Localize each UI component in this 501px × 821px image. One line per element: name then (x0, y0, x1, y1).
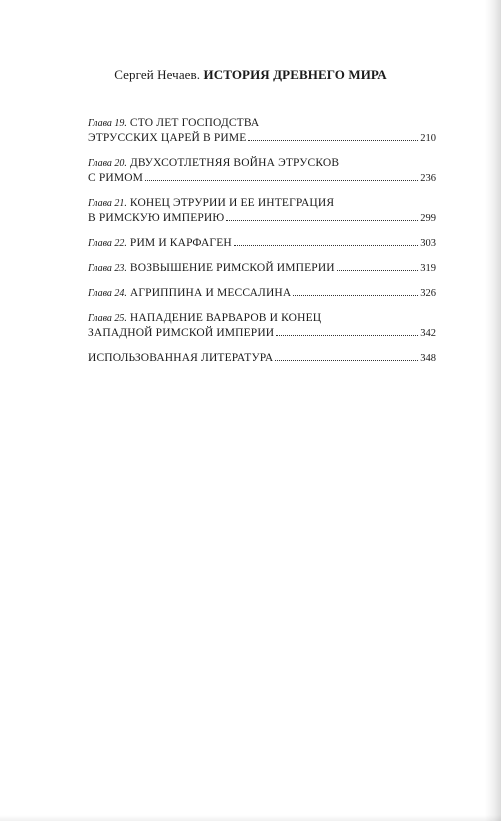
toc-chapter-label: Глава 24. (88, 288, 127, 299)
toc-entry-title-cont: ЭТРУССКИХ ЦАРЕЙ В РИМЕ (88, 132, 247, 144)
dot-leader (275, 360, 418, 361)
toc-entry-line (88, 116, 436, 131)
running-header (0, 67, 501, 83)
page-edge-shadow (485, 0, 501, 821)
toc-entry-24[interactable] (88, 286, 436, 301)
toc-entry-line (88, 156, 436, 171)
toc-entry-title: НАПАДЕНИЕ ВАРВАРОВ И КОНЕЦ (129, 312, 322, 324)
toc-entry-19[interactable] (88, 116, 436, 146)
toc-entry-line (88, 311, 436, 326)
header-book-title: ИСТОРИЯ ДРЕВНЕГО МИРА (203, 67, 387, 82)
toc-entry-bibliography[interactable] (88, 351, 436, 366)
toc-chapter-label: Глава 19. (88, 118, 127, 129)
table-of-contents (88, 116, 436, 376)
toc-chapter-label: Глава 25. (88, 313, 127, 324)
toc-entry-title: СТО ЛЕТ ГОСПОДСТВА (129, 117, 260, 129)
toc-entry-line (88, 211, 436, 226)
dot-leader (276, 335, 418, 336)
toc-entry-line (88, 196, 436, 211)
toc-entry-line (88, 326, 436, 341)
toc-entry-title: ИСПОЛЬЗОВАННАЯ ЛИТЕРАТУРА (88, 352, 274, 364)
toc-entry-22[interactable] (88, 236, 436, 251)
toc-chapter-label: Глава 21. (88, 198, 127, 209)
toc-entry-title: ВОЗВЫШЕНИЕ РИМСКОЙ ИМПЕРИИ (129, 262, 335, 274)
toc-entry-line (88, 351, 436, 366)
toc-entry-title: РИМ И КАРФАГЕН (129, 237, 232, 249)
toc-entry-line (88, 131, 436, 146)
toc-entry-title: ДВУХСОТЛЕТНЯЯ ВОЙНА ЭТРУСКОВ (129, 157, 340, 169)
toc-entry-title: КОНЕЦ ЭТРУРИИ И ЕЕ ИНТЕГРАЦИЯ (129, 197, 335, 209)
dot-leader (226, 220, 418, 221)
toc-entry-line (88, 286, 436, 301)
toc-chapter-label: Глава 23. (88, 263, 127, 274)
toc-chapter-label: Глава 20. (88, 158, 127, 169)
dot-leader (248, 140, 418, 141)
toc-entry-25[interactable] (88, 311, 436, 341)
toc-entry-title-cont: ЗАПАДНОЙ РИМСКОЙ ИМПЕРИИ (88, 327, 275, 339)
toc-page-number: 303 (420, 238, 436, 249)
toc-page-number: 342 (420, 328, 436, 339)
toc-entry-21[interactable] (88, 196, 436, 226)
toc-page-number: 299 (420, 213, 436, 224)
toc-entry-line (88, 261, 436, 276)
toc-entry-20[interactable] (88, 156, 436, 186)
toc-page-number: 348 (420, 353, 436, 364)
toc-page-number: 236 (420, 173, 436, 184)
toc-entry-line (88, 236, 436, 251)
dot-leader (337, 270, 419, 271)
toc-entry-23[interactable] (88, 261, 436, 276)
dot-leader (293, 295, 418, 296)
dot-leader (234, 245, 418, 246)
toc-entry-title-cont: В РИМСКУЮ ИМПЕРИЮ (88, 212, 225, 224)
dot-leader (145, 180, 418, 181)
page-bottom-shadow (0, 815, 501, 821)
toc-chapter-label: Глава 22. (88, 238, 127, 249)
toc-page-number: 319 (420, 263, 436, 274)
toc-entry-title-cont: С РИМОМ (88, 172, 144, 184)
toc-page-number: 326 (420, 288, 436, 299)
header-author: Сергей Нечаев. (114, 67, 201, 82)
toc-page-number: 210 (420, 133, 436, 144)
toc-entry-title: АГРИППИНА И МЕССАЛИНА (129, 287, 292, 299)
toc-entry-line (88, 171, 436, 186)
